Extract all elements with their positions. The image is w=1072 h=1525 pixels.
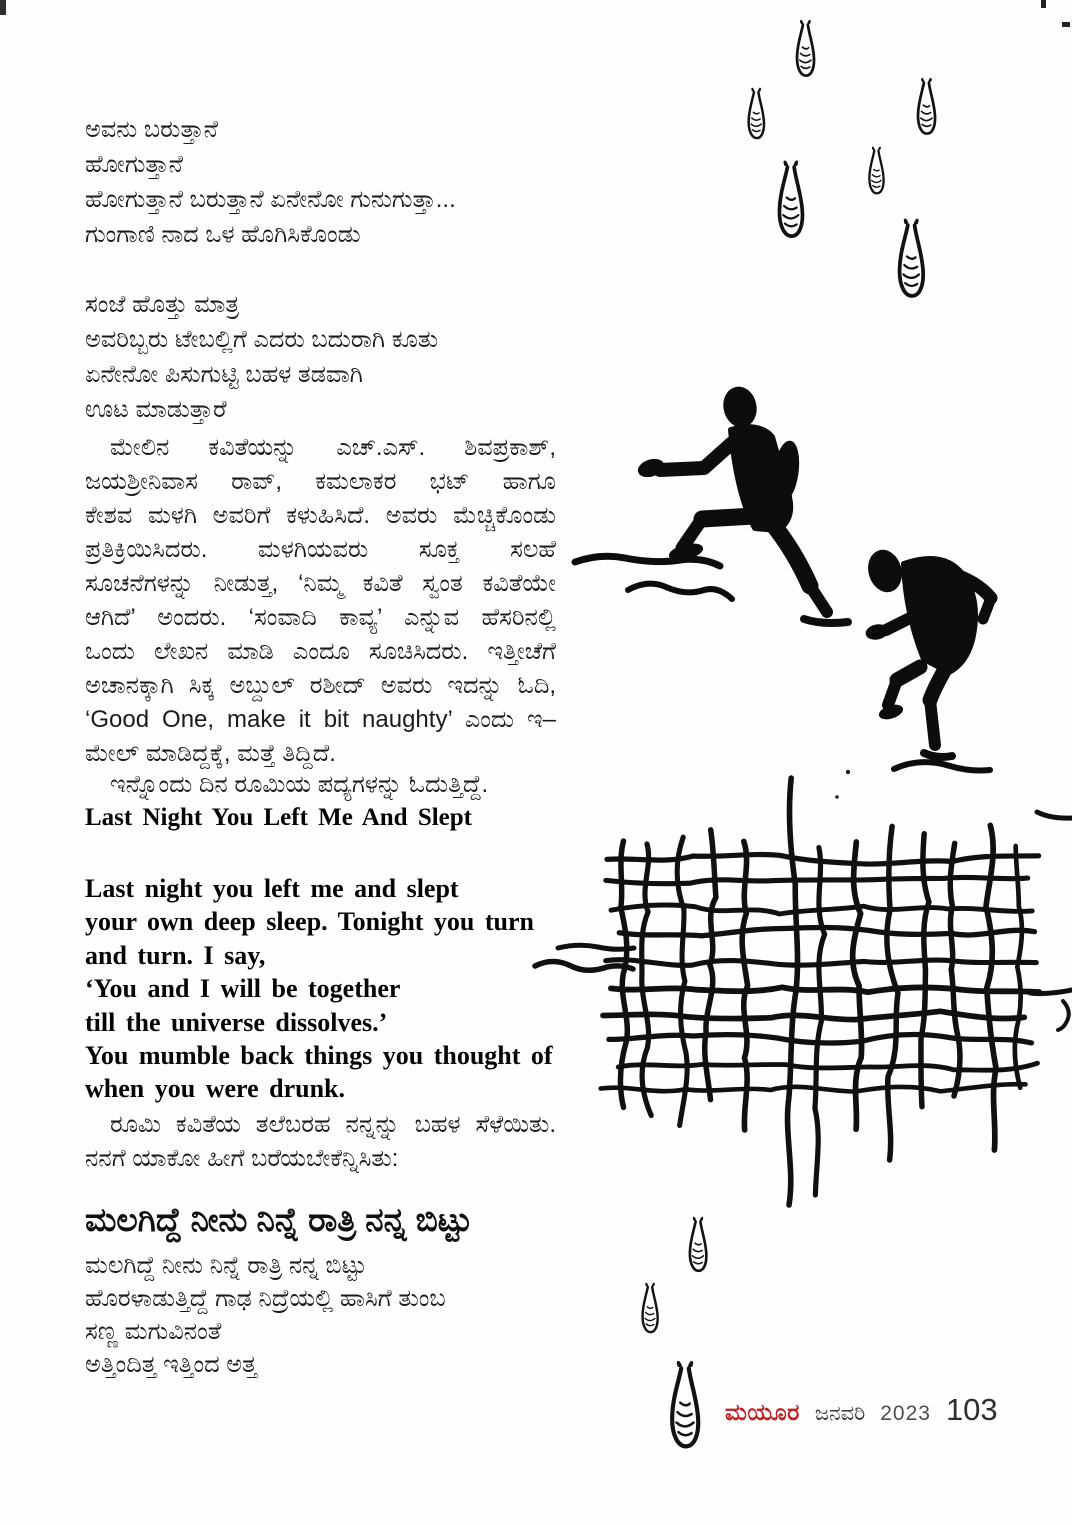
page-footer <box>725 1392 998 1428</box>
ground-strokes-1 <box>575 556 732 599</box>
article-line: ಅಚಾನಕ್ಕಾಗಿ ಸಿಕ್ಕ ಅಬ್ದುಲ್ ರಶೀದ್ ಅವರು ಇದನ್ನು ಓದಿ, <box>85 672 556 699</box>
poem-line: You mumble back things you thought of <box>85 1041 553 1071</box>
poem-line: ಊಟ ಮಾಡುತ್ತಾರೆ <box>85 396 227 423</box>
rumi-intro-line: ಇನ್ನೊಂದು ದಿನ ರೂಮಿಯ ಪದ್ಯಗಳನ್ನು ಓದುತ್ತಿದ್ದೆ. <box>110 771 489 798</box>
poem-line: till the universe dissolves.’ <box>85 1007 388 1037</box>
poem-line: ಸಂಜೆ ಹೊತ್ತು ಮಾತ್ರ <box>85 291 240 318</box>
issue-month: ಜನವರಿ <box>814 1402 866 1425</box>
kannada-poem-heading: ಮಲಗಿದ್ದೆ ನೀನು ನಿನ್ನೆ ರಾತ್ರಿ ನನ್ನ ಬಿಟ್ಟು <box>85 1201 473 1238</box>
running-figure-1-illustration <box>636 384 848 623</box>
article-line: ‘Good One, make it bit naughty’ ಎಂದು ಇ– <box>85 706 556 733</box>
kannada-poem-stanza-1 <box>85 112 456 252</box>
article-line: ರೂಮಿ ಕವಿತೆಯ ತಲೆಬರಹ ನನ್ನನ್ನು ಬಹಳ ಸೆಳೆಯಿತು. <box>110 1111 556 1138</box>
poem-line: ಹೋಗುತ್ತಾನೆ ಬರುತ್ತಾನೆ ಏನೇನೋ ಗುನುಗುತ್ತಾ... <box>85 186 456 213</box>
article-line: ಮೇಲಿನ ಕವಿತೆಯನ್ನು ಎಚ್.ಎಸ್. ಶಿವಪ್ರಕಾಶ್, <box>110 434 556 461</box>
article-line: ನನಗೆ ಯಾಕೋ ಹೀಗೆ ಬರೆಯಬೇಕೆನ್ನಿಸಿತು: <box>85 1145 399 1172</box>
poem-line: ಹೊರಳಾಡುತ್ತಿದ್ದೆ ಗಾಢ ನಿದ್ರೆಯಲ್ಲಿ ಹಾಸಿಗೆ ತುಂಬ <box>85 1285 446 1312</box>
poem-line: ಮಲಗಿದ್ದೆ ನೀನು ನಿನ್ನೆ ರಾತ್ರಿ ನನ್ನ ಬಿಟ್ಟು <box>85 1252 367 1279</box>
kannada-poem-stanza-2 <box>85 287 438 427</box>
ground-strokes-2 <box>894 762 990 770</box>
ink-speck <box>835 795 839 799</box>
page-corner-mark <box>0 0 6 15</box>
page-number: 103 <box>945 1392 998 1427</box>
poem-line: ಏನೇನೋ ಪಿಸುಗುಟ್ಟಿ ಬಹಳ ತಡವಾಗಿ <box>85 361 363 388</box>
article-line: ಸೂಚನೆಗಳನ್ನು ನೀಡುತ್ತ, ‘ನಿಮ್ಮ ಕವಿತೆ ಸ್ವಂತ ಕವಿತೆಯೇ <box>85 570 556 597</box>
article-line: ಒಂದು ಲೇಖನ ಮಾಡಿ ಎಂದೂ ಸೂಚಿಸಿದರು. ಇತ್ತೀಚೆಗೆ <box>85 638 556 665</box>
magazine-logo: ಮಯೂರ <box>725 1399 800 1425</box>
raindrops-bottom-illustration <box>643 1218 707 1447</box>
raindrops-top-illustration <box>749 21 935 296</box>
mesh-stray-strokes <box>535 812 1072 1030</box>
poem-line: when you were drunk. <box>85 1074 346 1104</box>
poem-line: ಗುಂಗಾಣಿ ನಾದ ಒಳ ಹೊಗಿಸಿಕೊಂಡು <box>85 221 361 248</box>
article-line: ಆಗಿದೆ’ ಅಂದರು. ‘ಸಂವಾದಿ ಕಾವ್ಯ’ ಎನ್ನುವ ಹೆಸರಿನಲ್ಲಿ <box>85 604 556 631</box>
article-line: ಮೇಲ್ ಮಾಡಿದ್ದಕ್ಕೆ, ಮತ್ತೆ ತಿದ್ದಿದೆ. <box>85 740 336 767</box>
english-poem-title: Last Night You Left Me And Slept <box>85 804 472 831</box>
poem-line: ಅವರಿಬ್ಬರು ಟೇಬಲ್ಲಿಗೆ ಎದರು ಬದುರಾಗಿ ಕೂತು <box>85 326 439 353</box>
poem-line: ಅತ್ತಿಂದಿತ್ತ ಇತ್ತಿಂದ ಅತ್ತ <box>85 1351 257 1378</box>
woven-mesh-illustration <box>601 778 1040 1205</box>
article-line: ಕೇಶವ ಮಳಗಿ ಅವರಿಗೆ ಕಳುಹಿಸಿದೆ. ಅವರು ಮೆಚ್ಚಿಕೊಂಡು <box>85 502 556 529</box>
article-paragraph <box>85 431 556 771</box>
poem-line: ಸಣ್ಣ ಮಗುವಿನಂತೆ <box>85 1318 222 1345</box>
ink-speck <box>846 770 850 774</box>
poem-line: Last night you left me and slept <box>85 874 459 903</box>
article-paragraph-2 <box>85 1108 556 1176</box>
poem-line: ‘You and I will be together <box>85 974 401 1004</box>
english-poem <box>85 872 553 1106</box>
page-edge-specks <box>1041 0 1070 27</box>
issue-year: 2023 <box>880 1402 931 1425</box>
poem-line: your own deep sleep. Tonight you turn <box>85 907 535 937</box>
kannada-poem-stanza-3 <box>85 1249 446 1381</box>
poem-line: ಅವನು ಬರುತ್ತಾನೆ <box>85 116 218 143</box>
article-line: ಪ್ರತಿಕ್ರಿಯಿಸಿದರು. ಮಳಗಿಯವರು ಸೂಕ್ತ ಸಲಹೆ <box>85 536 556 563</box>
poem-line: and turn. I say, <box>85 940 266 970</box>
poem-line: ಹೋಗುತ್ತಾನೆ <box>85 151 183 178</box>
running-figure-2-illustration <box>864 546 991 757</box>
article-line: ಜಯಶ್ರೀನಿವಾಸ ರಾವ್, ಕಮಲಾಕರ ಭಟ್ ಹಾಗೂ <box>85 468 556 495</box>
